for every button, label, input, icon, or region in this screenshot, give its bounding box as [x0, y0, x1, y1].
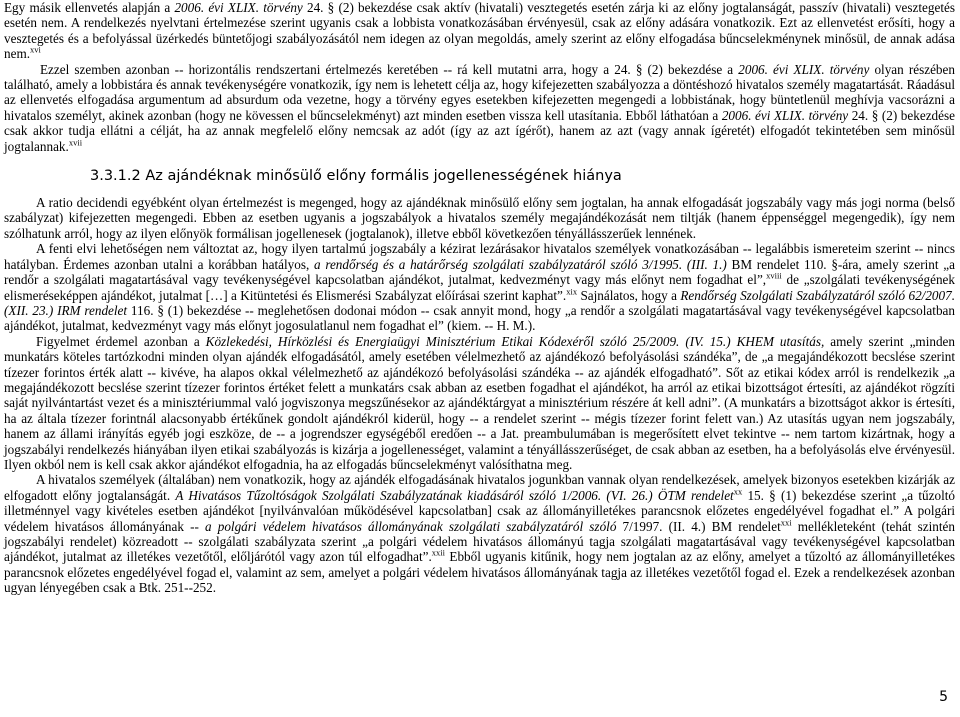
paragraph-horizontal-interpretation: Ezzel szemben azonban -- horizontális rendszertani értelmezés keretében -- rá kell mutatni arra, hogy a 24. § (2) bekezdése a 2006. évi XLIX. törvény olyan részében található, amely a lobbistára és annak tevékenységére vonatkozik, így nem is lehetett célja az, hogy kifejezetten szabályozza a döntéshozó hivatalos személy magatartását. Ráadásul az ellenvetés elfogadása argumentum ad absurdum oda vezetne, hogy a törvény egyes esetekben kifejezetten megengedi a lobbistának, hogy büntetlenül meghívja vacsorázni a hivatalos személyt, akinek azonban (hogy ne kövessen el bűncselekményt) azt minden esetben vissza kell utasítania. Ebből láthatóan a 2006. évi XLIX. törvény 24. § (2) bekezdése csak akkor tudja ellátni a célját, ha az annak megfelelő előny nemcsak az adót (így az azt ígérőt), hanem az azt (vagy annak ígéretét) elfogadót tekintetében sem minősül jogtalannak.$^{xvii}$	[4, 61, 956, 154]
section-heading: 3.3.1.2 Az ajándéknak minősülő előny formális jogellenességének hiánya	[90, 168, 622, 185]
body-text	[4, 0, 955, 596]
paragraph-fire-service-rules: A hivatalos személyek (általában) nem vonatkozik, hogy az ajándék elfogadásának hivatalos jogunkban vannak olyan rendelkezések, amelyek bizonyos esetekben kizárják az elfogadott előny jogtalanságát. A Hivatásos Tűzoltóságok Szolgálati Szabályzatának kiadásáról szóló 1/2006. (VI. 26.) ÖTM rendelet$^{xx}$ 15. § (1) bekezdése szerint „a tűzoltó illetménnyel vagy kivételes esetben ajándékot [nyilvánvalóan működésével kapcsolatban] csak az állományilletékes parancsnok előzetes engedélyével fogadhat el.” A polgári védelem hivatásos állományának -- a polgári védelem hivatásos állományának szolgálati szabályzatáról szóló 7/1997. (II. 4.) BM rendelet$^{xxi}$ mellékleteként (tehát szintén jogszabályi rendelet) közreadott -- szolgálati szabályzata szerint „a polgári védelem hivatásos állományú tagja szolgálati magatartásával vagy tevékenységével kapcsolatban ajándékot, jutalmat az illetékes vezetőtől, előljárótól vagy azon túl elfogadhat”.$^{xxii}$ Ebből ugyanis kitűnik, hogy nem jogtalan az az előny, amelyet a tűzoltó az állományilletékes parancsnok előzetes engedélyével fogad el, valamint az sem, amelyet a polgári védelem hivatásos állományának tagja az illetékes vezetőtől fogad el. Ezek a rendelkezések azonban ugyan lényegében csak a Btk. 251--252.	[4, 472, 956, 596]
footnote-ref-xx[interactable]: xx	[733, 486, 743, 497]
footnote-ref-xxii[interactable]: xxii	[431, 548, 446, 559]
paragraph-lobbyist-objection: Egy másik ellenvetés alapján a 2006. évi XLIX. törvény 24. § (2) bekezdése csak aktív (hivatali) vesztegetés esetén zárja ki az előny jogtalanságát, passzív (hivatali) vesztegetés esetén nem. A rendelkezés nyelvtani értelmezése szerint ugyanis csak a lobbista vonatkozásában érvényesül, csak az előny adására vonatkozik. Ezt az ellenvetést erősíti, hogy a vesztegetés és a befolyással üzérkedés büntetőjogi szabályozásától nem idegen az olyan megoldás, amely szerint az előny elfogadása bűncselekménynek minősül, de annak adása nem.$^{xvi}$	[4, 0, 955, 62]
footnote-ref-xvii[interactable]: xvii	[68, 137, 83, 148]
paragraph-khem-ethics-code: Figyelmet érdemel azonban a Közlekedési, Hírközlési és Energiaügyi Minisztérium Etikai Kódexéről szóló 25/2009. (IV. 15.) KHEM utasítás, amely szerint „minden munkatárs köteles tartózkodni minden olyan ajándék elfogadásától, amely esetében vélelmezhető az ajándékozó befolyásolási szándéka”, de „a megajándékozott becslése szerint tízezer forintos érték alatt -- kivéve, ha alapos okkal vélelmezhető az ajándékozó befolyásolási szándéka -- az ajándék elfogadható”. Sőt az etikai kódex arról is rendelkezik „a megajándékozott becslése szerint tízezer forintos értéket felett a munkatárs csak abban az esetben fogadhat el ajándékot, ha arról az etikai bizottságot értesíti, az ajándékot rögzíti saját nyilvántartást vezet és a minisztériummal való jogviszonya megszűnésekor az ajándéktárgyat a minisztérium részére át kell adni”. (A munkatárs a bizottságot akkor is értesíti, ha az általa tízezer forintnál alacsonyabb értékűnek gondolt ajándékról kiderül, hogy -- a rendelet szerint -- mégis tízezer forint felett van.) Az utasítás ugyan nem jogszabály, hanem az állami irányítás egyéb jogi eszköze, de -- a jogrendszer egységéből eredően -- a Jat. preambulumában is megerősített elvet tekintve -- nem tartom kizártnak, hogy a jogszabályi rendelkezés hiányában ilyen etikai szabályozás is kizárja a jogellenességet, valamint a tényállásszerűséget, de csak abban az esetben, ha a befolyásolás elve érvényesül. Ilyen okból nem is kell csak akkor ajándékot elfogadnia, ha az elfogadás bűncselekményt valósíthatna meg.	[4, 333, 955, 472]
paragraph-bm-decree: A fenti elvi lehetőségen nem változtat az, hogy ilyen tartalmú jogszabály a kézirat lezárásakor hivatalos személyek vonatkozásában -- legalábbis ismereteim szerint -- nincs hatályban. Érdemes azonban utalni a korábban hatályos, a rendőrség és a határőrség szolgálati szabályzatáról szóló 3/1995. (III. 1.) BM rendelet 110. §-ára, amely szerint „a rendőr a szolgálati magatartásával vagy tevékenységével kapcsolatban ajándékot, jutalmat, kedvezményt vagy más előnyt nem fogadhat el”,$^{xviii}$ de „szolgálati tevékenységének elismeréseképpen ajándékot, jutalmat […] a Kitüntetési és Elismerési Szabályzat előírásai szerint kaphat”.$^{xix}$ Sajnálatos, hogy a Rendőrség Szolgálati Szabályzatáról szóló 62/2007. (XII. 23.) IRM rendelet 116. § (1) bekezdése -- meglehetősen dodonai módon -- csak annyit mond, hogy „a rendőr a szolgálati magatartásával vagy tevékenységével kapcsolatban ajándékot, jutalmat, kedvezményt vagy más előnyt jogosulatlanul nem fogadhat el” (kiem. -- H. M.).	[4, 241, 955, 334]
footnote-ref-xvi[interactable]: xvi	[30, 44, 41, 55]
footnote-ref-xviii[interactable]: xviii	[766, 270, 782, 281]
paragraph-ratio-decidendi: A ratio decidendi egyébként olyan értelmezést is megenged, hogy az ajándéknak minősülő előny sem jogtalan, ha annak elfogadását jogszabály vagy más jogi norma (belső szabályzat) kifejezetten megengedi. Ebben az esetben ugyanis a jogszabályok a hivatalos személy megajándékozását nem tiltják (hanem éppenséggel megengedik), így nem szólhatunk arról, hogy az ilyen előnyök formálisan jogellenesek (jogtalanok), illetve ebből következően tényállásszerűek lennének.	[4, 195, 955, 241]
page-number: 5	[939, 689, 948, 705]
footnote-ref-xxi[interactable]: xxi	[780, 517, 792, 528]
footnote-ref-xix[interactable]: xix	[566, 286, 578, 297]
